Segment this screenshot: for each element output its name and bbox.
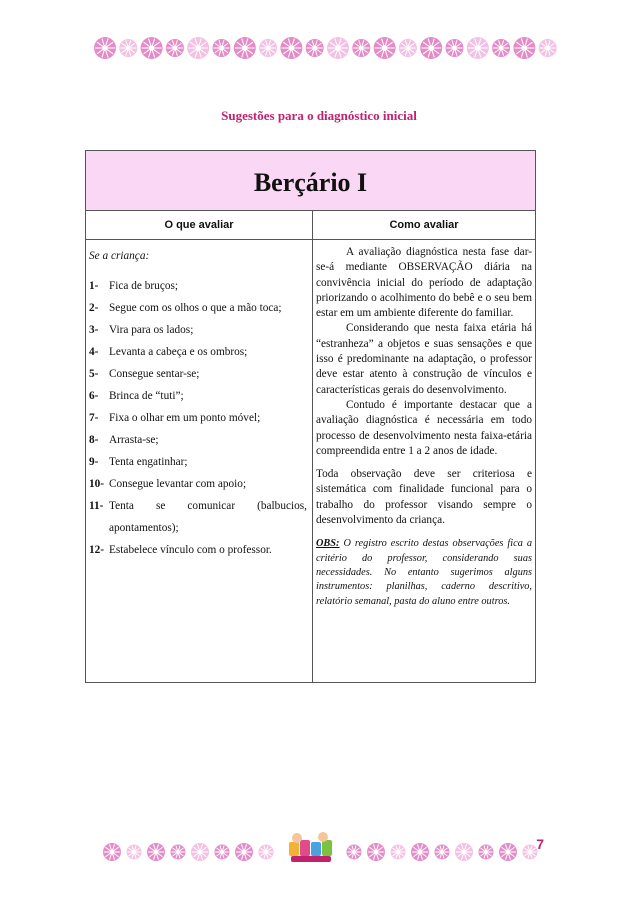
children-logo-icon [287,830,335,866]
how-to-assess-column [316,245,532,609]
flower-icon [411,843,429,861]
list-item: 5- Consegue sentar-se; [89,368,200,380]
flower-icon [280,37,302,59]
flower-icon [435,845,450,860]
flower-icon [213,39,231,57]
intro-text: Se a criança: [89,250,150,262]
obs-note [316,537,532,608]
flower-icon [327,37,349,59]
flower-icon [166,39,184,57]
flower-icon [259,845,274,860]
flower-icon [367,843,385,861]
table-title: Berçário I [86,151,535,211]
flower-icon [306,39,324,57]
flower-icon [399,39,417,57]
flower-icon [94,37,116,59]
list-item: 2- Segue com os olhos o que a mão toca; [89,302,282,314]
flower-icon [187,37,209,59]
flower-icon [492,39,510,57]
flower-icon [420,37,442,59]
decorative-flower-row [0,28,638,68]
list-item: 8- Arrasta-se; [89,434,159,446]
flower-icon [147,843,165,861]
flower-icon [119,39,137,57]
flower-icon [235,843,253,861]
flower-icon [499,843,517,861]
page-number: 7 [536,836,544,852]
flower-icon [127,845,142,860]
list-item: 3- Vira para os lados; [89,324,194,336]
column-divider [312,211,313,682]
page-subtitle: Sugestões para o diagnóstico inicial [221,108,417,123]
paragraph-4: Toda observação deve ser criteriosa e sistemática com finalidade funcional para o trabalho do professor visando sempre o desenvolvimento da criança. [316,468,532,527]
column-header-how: Como avaliar [389,219,459,231]
flower-icon [171,845,186,860]
flower-icon [234,37,256,59]
what-to-assess-column [89,245,307,561]
flower-icon [215,845,230,860]
flower-icon [352,39,370,57]
flower-icon [191,843,209,861]
flower-icon [259,39,277,57]
list-item: 4- Levanta a cabeça e os ombros; [89,346,248,358]
divider [86,239,535,240]
flower-icon [446,39,464,57]
flower-icon [391,845,406,860]
flower-icon [467,37,489,59]
list-item: 12- Estabelece vínculo com o professor. [89,544,272,556]
flower-icon [513,37,535,59]
flower-icon [347,845,362,860]
list-item: 6- Brinca de “tuti”; [89,390,184,402]
flower-icon [141,37,163,59]
list-item: 11- Tenta se comunicar (balbucios, apontamentos); [89,500,307,534]
flower-icon [103,843,121,861]
list-item: 9- Tenta engatinhar; [89,456,188,468]
flower-icon [479,845,494,860]
assessment-table [85,150,536,683]
list-item: 10- Consegue levantar com apoio; [89,478,247,490]
flower-icon [455,843,473,861]
flower-icon [374,37,396,59]
top-flower-border [0,28,638,68]
flower-icon [539,39,557,57]
paragraph-1: A avaliação diagnóstica nesta fase dar-se-á mediante OBSERVAÇÃO diária na convivência inicial do período de adaptação priorizando o acolhimento do bebê e o seu bem estar em um ambiente diferente do familiar. [316,246,532,320]
paragraph-3: Contudo é importante destacar que a avaliação diagnóstica é necessária em todo processo de desenvolvimento nesta faixa-etária compreendida entre 1 a 2 anos de idade. [316,398,532,457]
list-item: 7- Fixa o olhar em um ponto móvel; [89,412,261,424]
paragraph-2: Considerando que nesta faixa etária há “estranheza” a objetos e suas sensações e que isso é predominante na adaptação, o professor deve estar atento à construção de vínculos e características gerais do desenvolvimento. [316,322,532,396]
list-item: 1- Fica de bruços; [89,280,179,292]
obs-label: OBS: [316,538,340,550]
column-header-what: O que avaliar [164,219,234,231]
obs-text: O registro escrito destas observações fica a critério do professor, considerando suas necessidades. No entanto sugerimos alguns instrumentos: planilhas, caderno descritivo, relatório semanal, pasta do aluno entre outros. [316,538,532,607]
kids-logo [287,830,335,871]
